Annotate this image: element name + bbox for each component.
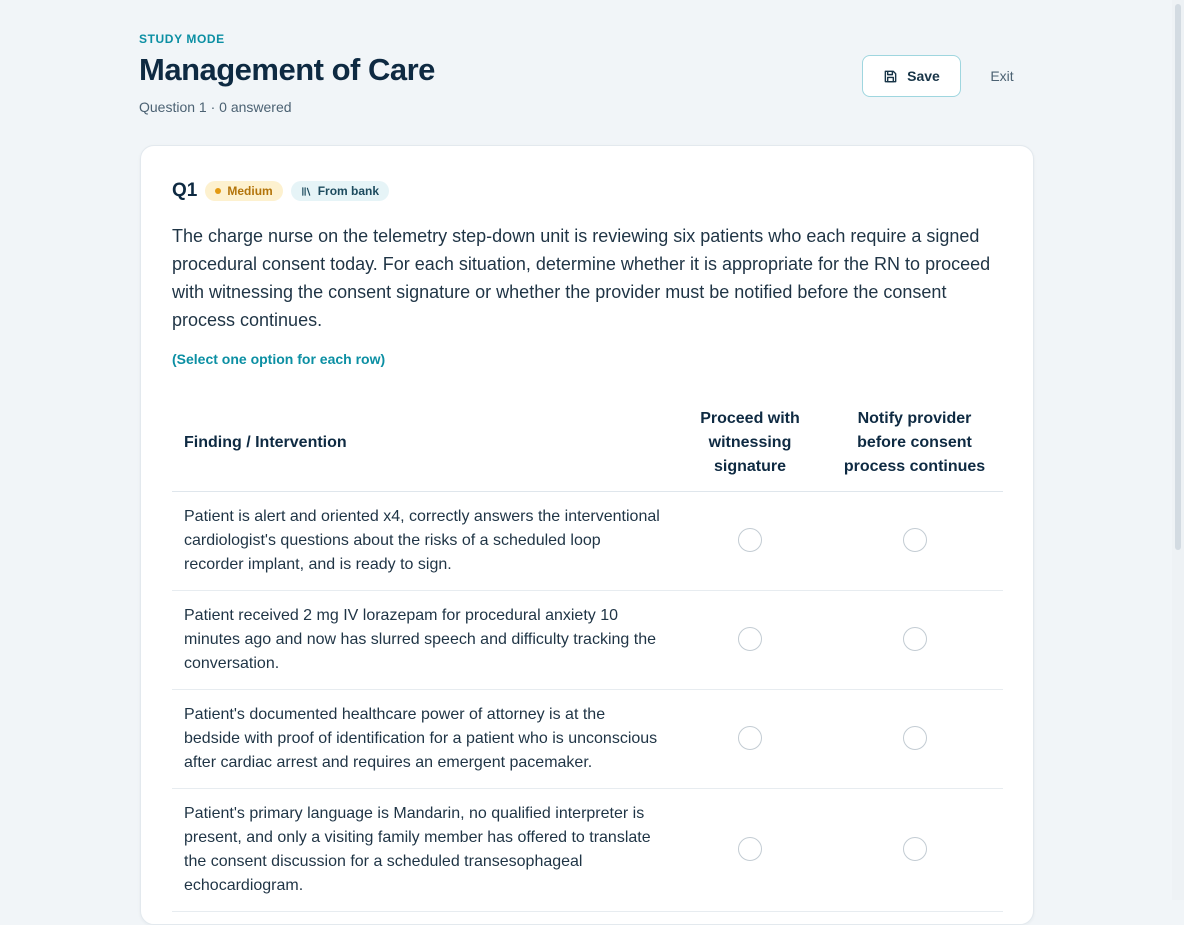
dot-icon bbox=[215, 188, 221, 194]
save-button[interactable] bbox=[862, 55, 961, 97]
question-header bbox=[172, 180, 389, 202]
floppy-disk-icon bbox=[883, 69, 898, 84]
difficulty-label: Medium bbox=[227, 184, 273, 198]
difficulty-badge bbox=[205, 181, 282, 201]
row-finding-text: Patient received 2 mg IV lorazepam for procedural anxiety 10 minutes ago and now has slurred speech and difficulty tracking the conversation. bbox=[172, 590, 674, 689]
column-header-proceed: Proceed with witnessing signature bbox=[674, 396, 826, 491]
notify-radio[interactable] bbox=[903, 837, 927, 861]
notify-cell bbox=[826, 788, 1003, 911]
proceed-radio[interactable] bbox=[738, 627, 762, 651]
question-number: Q1 bbox=[172, 180, 198, 201]
row-finding-text: Patient's primary language is Mandarin, no qualified interpreter is present, and only a visiting family member has offered to translate the consent discussion for a scheduled transesophageal echocardiogram. bbox=[172, 788, 674, 911]
proceed-radio[interactable] bbox=[738, 726, 762, 750]
source-badge bbox=[291, 181, 389, 201]
progress-subtitle: Question 1 · 0 answered bbox=[139, 99, 292, 115]
proceed-cell bbox=[674, 590, 826, 689]
scrollbar-track[interactable] bbox=[1172, 0, 1184, 900]
notify-cell bbox=[826, 590, 1003, 689]
column-header-finding: Finding / Intervention bbox=[172, 396, 674, 491]
proceed-cell bbox=[674, 491, 826, 590]
exit-button[interactable]: Exit bbox=[990, 68, 1014, 84]
answer-matrix bbox=[172, 396, 1003, 912]
library-books-icon bbox=[301, 186, 312, 197]
question-instruction: (Select one option for each row) bbox=[172, 351, 386, 367]
table-row bbox=[172, 689, 1003, 788]
row-finding-text: Patient's documented healthcare power of attorney is at the bedside with proof of identification for a patient who is unconscious after cardiac arrest and requires an emergent pacemaker. bbox=[172, 689, 674, 788]
column-header-notify: Notify provider before consent process continues bbox=[826, 396, 1003, 491]
study-mode-label: STUDY MODE bbox=[139, 32, 225, 46]
source-label: From bank bbox=[317, 184, 380, 198]
notify-cell bbox=[826, 491, 1003, 590]
proceed-cell bbox=[674, 788, 826, 911]
matrix-header-row bbox=[172, 396, 1003, 491]
save-button-label: Save bbox=[907, 68, 940, 84]
page-title: Management of Care bbox=[139, 52, 435, 87]
table-row bbox=[172, 788, 1003, 911]
notify-cell bbox=[826, 689, 1003, 788]
scrollbar-thumb[interactable] bbox=[1175, 4, 1181, 550]
table-row bbox=[172, 491, 1003, 590]
row-finding-text: Patient is alert and oriented x4, correctly answers the interventional cardiologist's questions about the risks of a scheduled loop recorder implant, and is ready to sign. bbox=[172, 491, 674, 590]
question-card bbox=[140, 145, 1034, 925]
notify-radio[interactable] bbox=[903, 627, 927, 651]
proceed-radio[interactable] bbox=[738, 837, 762, 861]
question-stem: The charge nurse on the telemetry step-down unit is reviewing six patients who each require a signed procedural consent today. For each situation, determine whether it is appropriate for the RN to proceed with witnessing the consent signature or whether the provider must be notified before the consent process continues. bbox=[172, 226, 991, 330]
notify-radio[interactable] bbox=[903, 726, 927, 750]
page-header bbox=[139, 32, 1035, 122]
proceed-radio[interactable] bbox=[738, 528, 762, 552]
notify-radio[interactable] bbox=[903, 528, 927, 552]
proceed-cell bbox=[674, 689, 826, 788]
table-row bbox=[172, 590, 1003, 689]
